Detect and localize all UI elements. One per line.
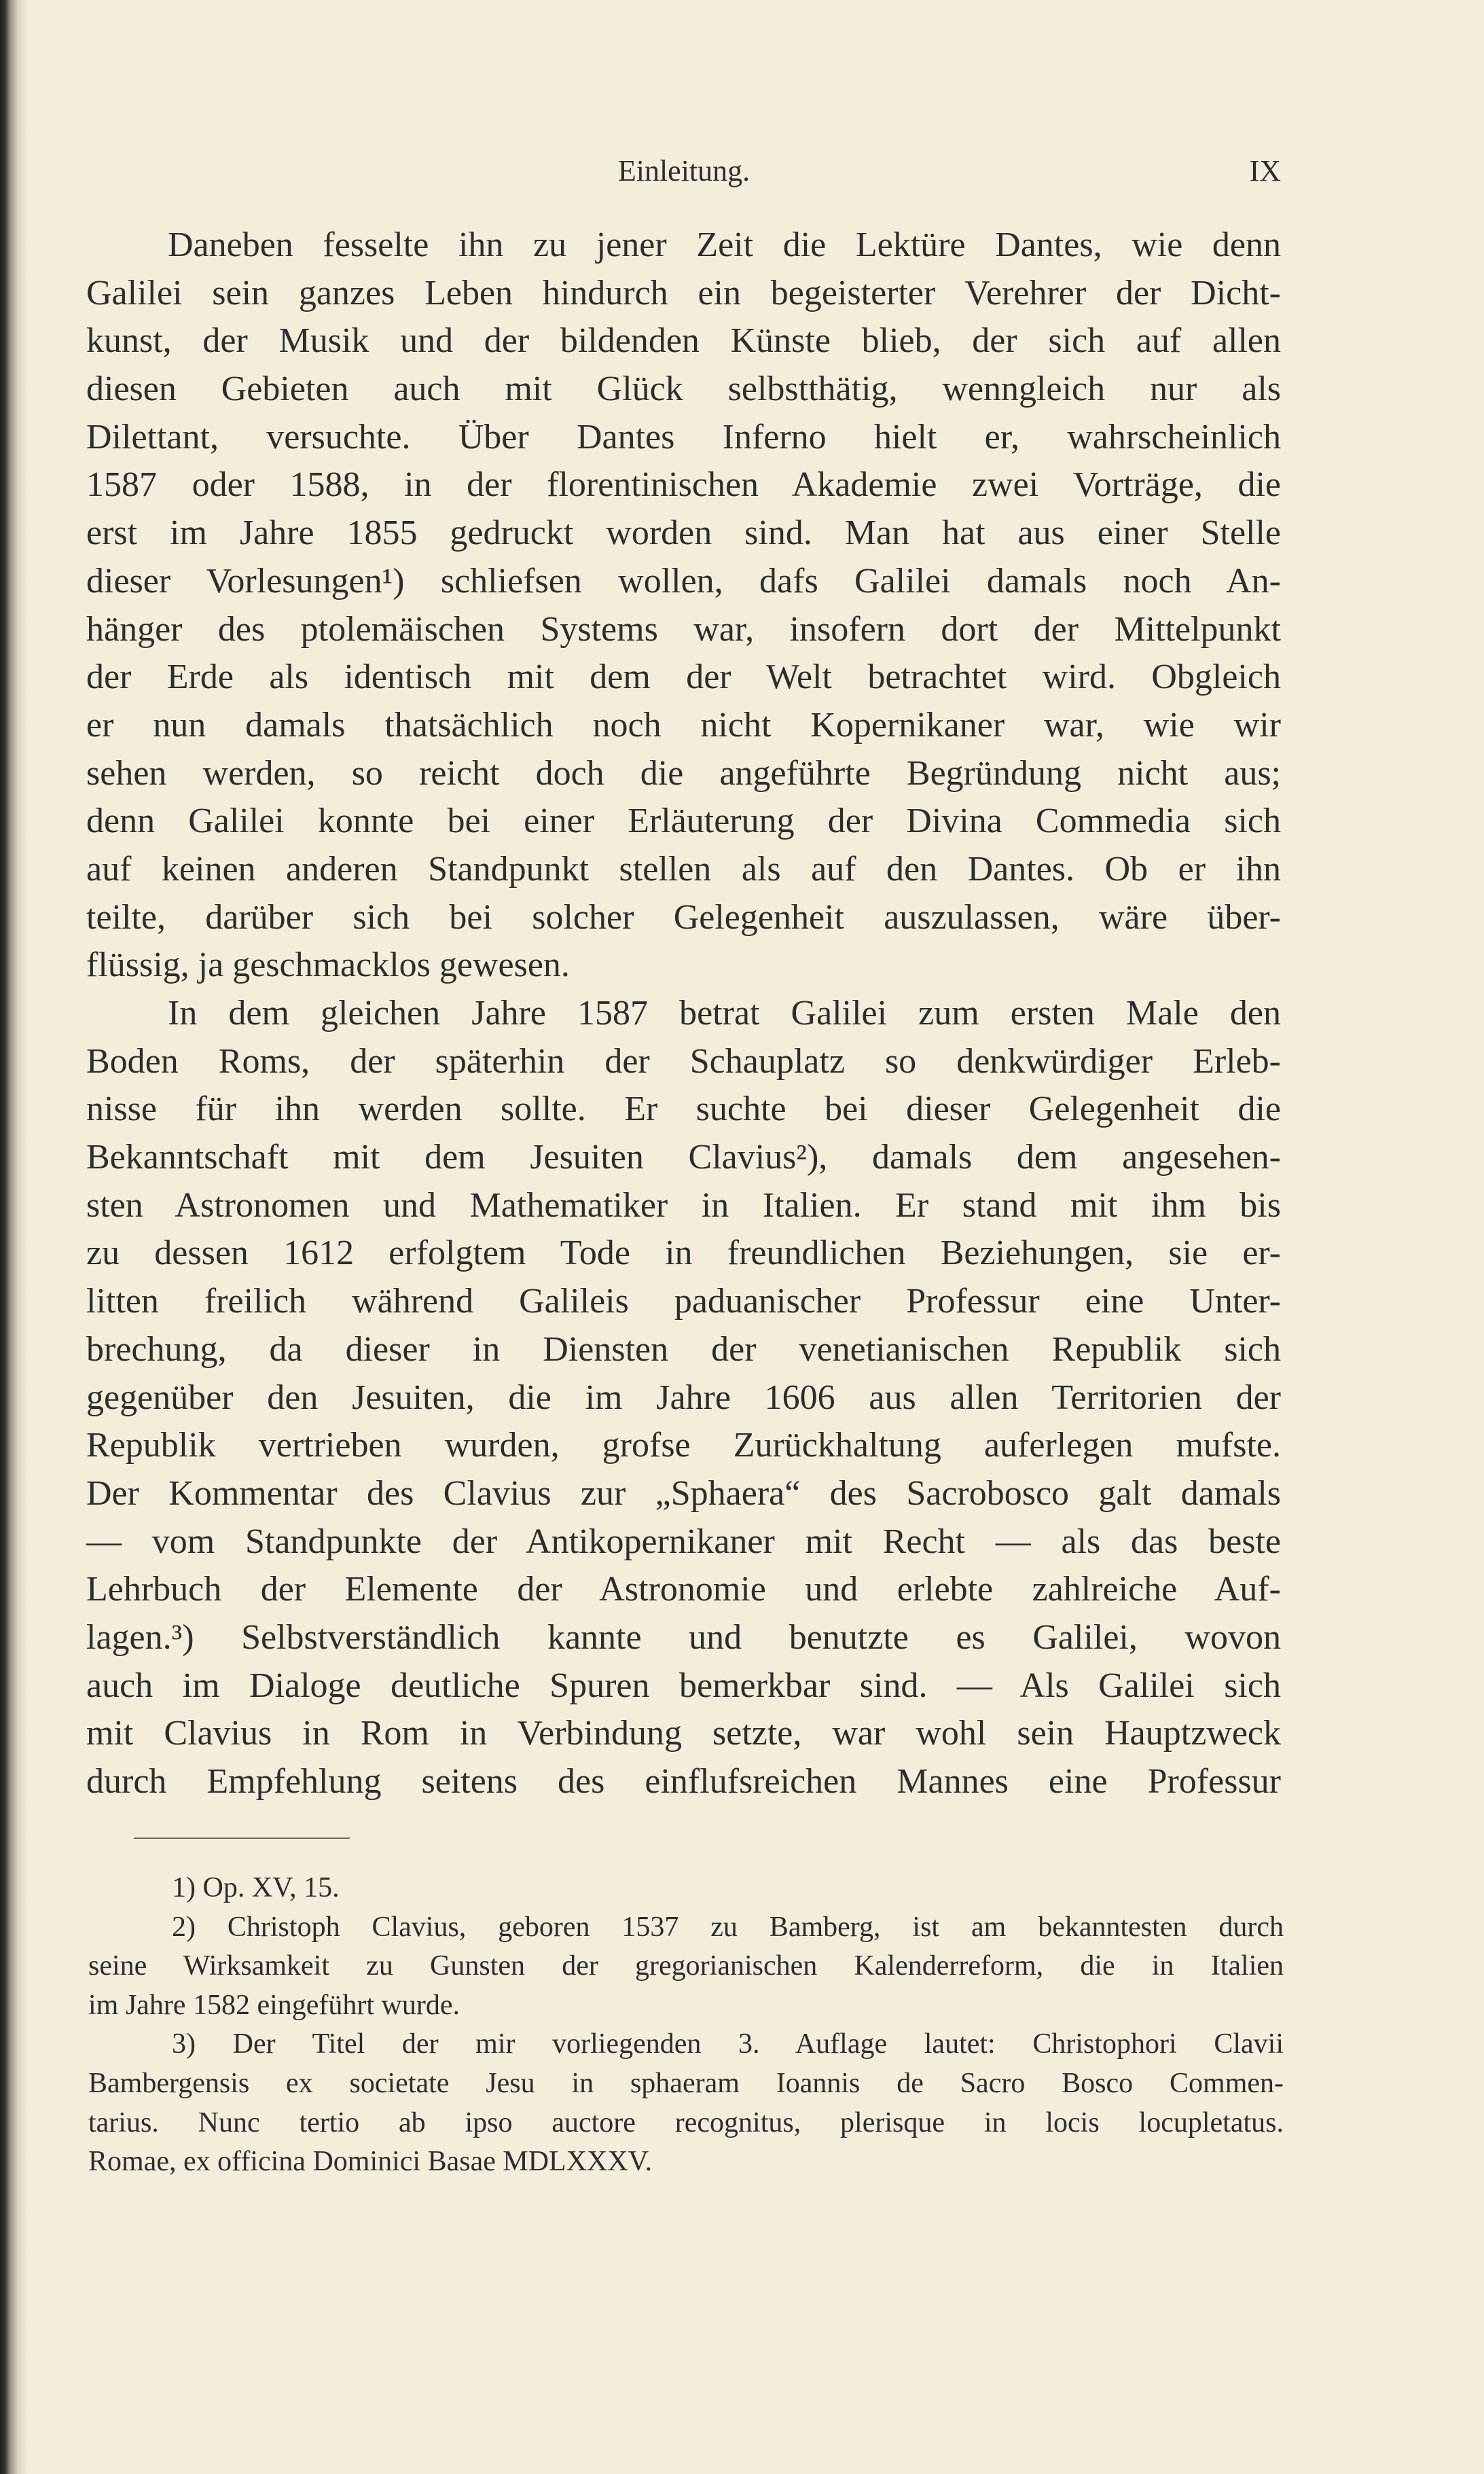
text-line: Bekanntschaft mit dem Jesuiten Clavius²), damals dem angesehen- bbox=[86, 1138, 1281, 1177]
text-line: diesen Gebieten auch mit Glück selbstthätig, wenngleich nur als bbox=[86, 370, 1281, 409]
text-line: 3) Der Titel der mir vorliegenden 3. Auflage lautet: Christophori Clavii bbox=[172, 2028, 1284, 2060]
text-line: denn Galilei konnte bei einer Erläuterung der Divina Commedia sich bbox=[86, 802, 1281, 841]
text-line: 2) Christoph Clavius, geboren 1537 zu Bamberg, ist am bekanntesten durch bbox=[172, 1911, 1284, 1943]
text-line: Boden Roms, der späterhin der Schauplatz so denkwürdiger Erleb- bbox=[86, 1041, 1281, 1081]
book-binding-edge bbox=[0, 0, 27, 2474]
text-line: — vom Standpunkte der Antikopernikaner mit Recht — als das beste bbox=[86, 1522, 1281, 1561]
footnote bbox=[88, 1869, 1284, 1908]
footnote-divider bbox=[134, 1837, 350, 1839]
text-line: hänger des ptolemäischen Systems war, insofern dort der Mittelpunkt bbox=[86, 609, 1281, 649]
paragraph bbox=[86, 990, 1281, 1806]
text-line: auch im Dialoge deutliche Spuren bemerkbar sind. — Als Galilei sich bbox=[86, 1666, 1281, 1705]
text-line: Republik vertrieben wurden, grofse Zurückhaltung auferlegen mufste. bbox=[86, 1426, 1281, 1465]
text-line: durch Empfehlung seitens des einflufsreichen Mannes eine Professur bbox=[86, 1762, 1281, 1801]
running-header bbox=[87, 154, 1281, 194]
text-line: kunst, der Musik und der bildenden Künste blieb, der sich auf allen bbox=[86, 321, 1281, 361]
text-line: gegenüber den Jesuiten, die im Jahre 1606 aus allen Territorien der bbox=[86, 1378, 1281, 1417]
text-line: 1587 oder 1588, in der florentinischen Akademie zwei Vorträge, die bbox=[86, 465, 1281, 505]
text-line: Daneben fesselte ihn zu jener Zeit die Lektüre Dantes, wie denn bbox=[168, 226, 1281, 264]
text-line: seine Wirksamkeit zu Gunsten der gregorianischen Kalenderreform, die in Italien bbox=[88, 1950, 1284, 1982]
text-line: mit Clavius in Rom in Verbindung setzte, war wohl sein Hauptzweck bbox=[86, 1714, 1281, 1753]
footnote bbox=[88, 2025, 1284, 2181]
text-line: litten freilich während Galileis paduanischer Professur eine Unter- bbox=[86, 1282, 1281, 1321]
body-text bbox=[86, 221, 1281, 1806]
text-line: Lehrbuch der Elemente der Astronomie und erlebte zahlreiche Auf- bbox=[86, 1570, 1281, 1609]
footnote bbox=[88, 1908, 1284, 2026]
paragraph bbox=[86, 221, 1281, 990]
text-line: Der Kommentar des Clavius zur „Sphaera“ des Sacrobosco galt damals bbox=[86, 1473, 1281, 1513]
text-line: sten Astronomen und Mathematiker in Italien. Er stand mit ihm bis bbox=[86, 1185, 1281, 1225]
text-line: lagen.³) Selbstverständlich kannte und benutzte es Galilei, wovon bbox=[86, 1617, 1281, 1657]
text-line: erst im Jahre 1855 gedruckt worden sind. Man hat aus einer Stelle bbox=[86, 514, 1281, 553]
text-line: In dem gleichen Jahre 1587 betrat Galilei zum ersten Male den bbox=[168, 994, 1281, 1033]
text-line: im Jahre 1582 eingeführt wurde. bbox=[88, 1989, 460, 2021]
text-line: Bambergensis ex societate Jesu in sphaeram Ioannis de Sacro Bosco Commen- bbox=[88, 2067, 1284, 2099]
running-title: Einleitung. bbox=[617, 154, 750, 187]
text-line: zu dessen 1612 erfolgtem Tode in freundlichen Beziehungen, sie er- bbox=[86, 1234, 1281, 1273]
text-line: Romae, ex officina Dominici Basae MDLXXXV. bbox=[88, 2146, 653, 2178]
text-line: der Erde als identisch mit dem der Welt betrachtet wird. Obgleich bbox=[86, 658, 1281, 697]
text-line: nisse für ihn werden sollte. Er suchte bei dieser Gelegenheit die bbox=[86, 1090, 1281, 1129]
text-line: flüssig, ja geschmacklos gewesen. bbox=[86, 946, 570, 985]
text-line: er nun damals thatsächlich noch nicht Kopernikaner war, wie wir bbox=[86, 705, 1281, 745]
text-line: tarius. Nunc tertio ab ipso auctore recognitus, plerisque in locis locupletatus. bbox=[88, 2107, 1284, 2138]
footnotes bbox=[88, 1869, 1284, 2182]
text-line: Galilei sein ganzes Leben hindurch ein begeisterter Verehrer der Dicht- bbox=[86, 273, 1281, 312]
text-line: sehen werden, so reicht doch die angeführte Begründung nicht aus; bbox=[86, 753, 1281, 793]
text-line: dieser Vorlesungen¹) schliefsen wollen, dafs Galilei damals noch An- bbox=[86, 561, 1281, 600]
text-line: 1) Op. XV, 15. bbox=[172, 1872, 340, 1903]
page-number: IX bbox=[1249, 154, 1281, 187]
text-line: auf keinen anderen Standpunkt stellen als auf den Dantes. Ob er ihn bbox=[86, 849, 1281, 889]
text-line: teilte, darüber sich bei solcher Gelegenheit auszulassen, wäre über- bbox=[86, 897, 1281, 937]
text-line: Dilettant, versuchte. Über Dantes Inferno hielt er, wahrscheinlich bbox=[86, 417, 1281, 456]
text-line: brechung, da dieser in Diensten der venetianischen Republik sich bbox=[86, 1329, 1281, 1369]
